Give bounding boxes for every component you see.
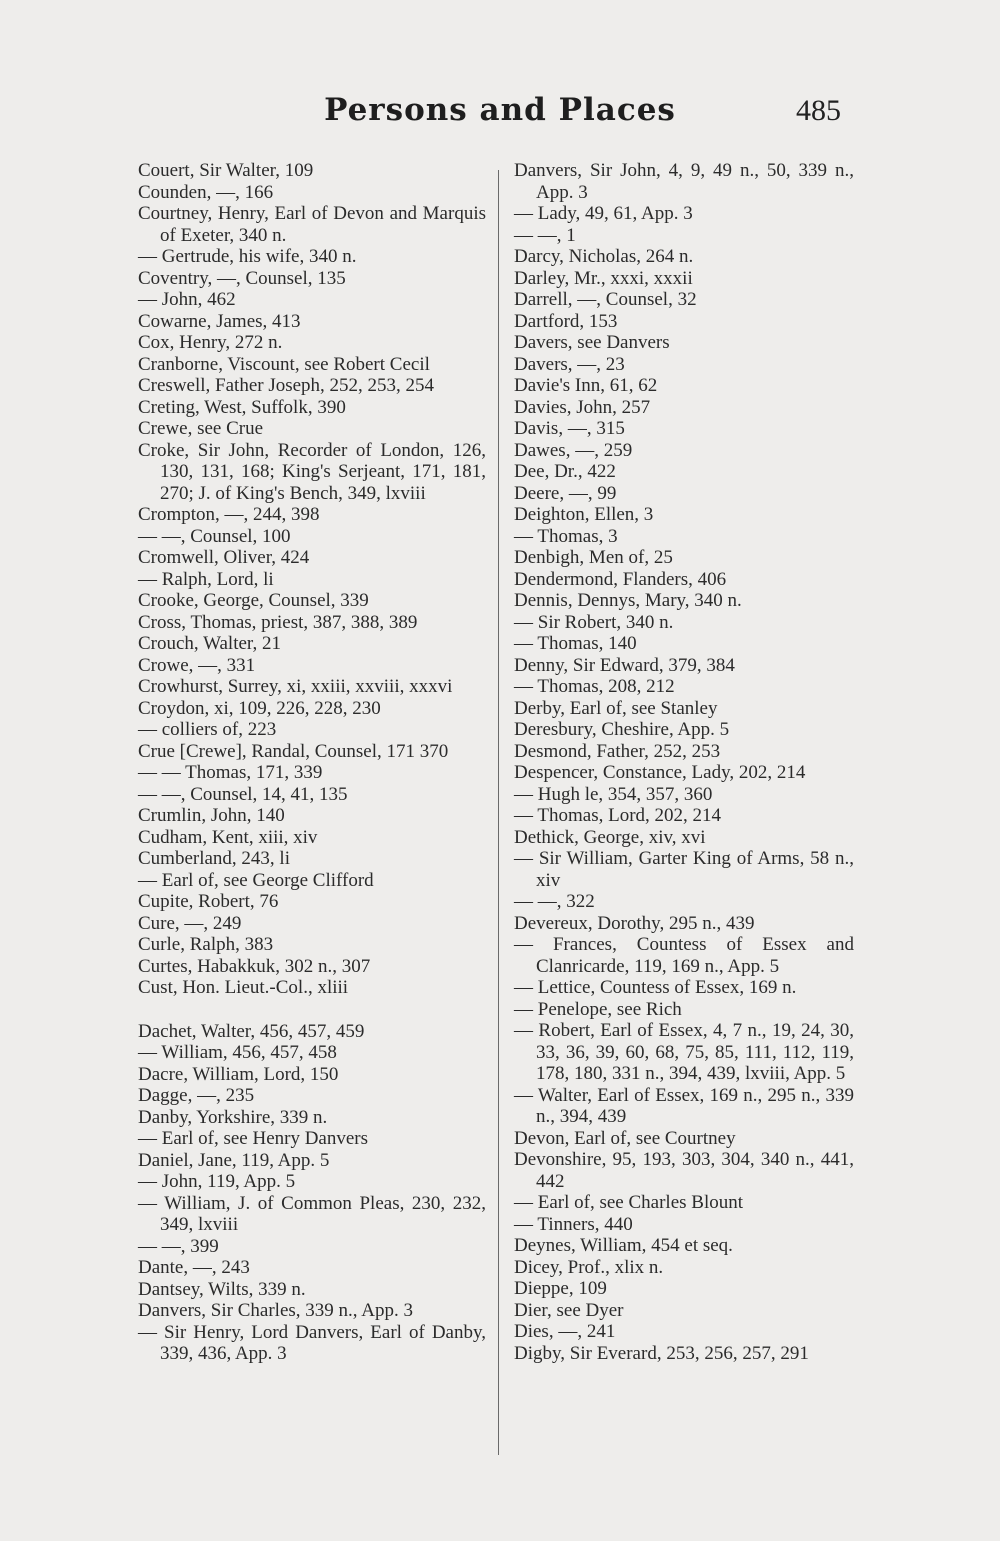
index-entry: Croydon, xi, 109, 226, 228, 230 [138, 697, 381, 719]
column-divider [498, 170, 499, 1455]
index-entry: Danby, Yorkshire, 339 n. [138, 1106, 328, 1128]
index-entry: — Ralph, Lord, li [138, 568, 274, 590]
index-entry: Dacre, William, Lord, 150 [138, 1063, 339, 1085]
index-entry: Darley, Mr., xxxi, xxxii [514, 267, 693, 289]
index-entry: — Thomas, Lord, 202, 214 [514, 805, 722, 826]
index-entry: Creting, West, Suffolk, 390 [138, 396, 346, 418]
index-entry: Dicey, Prof., xlix n. [514, 1256, 664, 1278]
index-entry: Davis, —, 315 [514, 418, 625, 439]
index-entry: Courtney, Henry, Earl of Devon and Marquis of Exeter, 340 n. [138, 203, 491, 246]
index-entry: Despencer, Constance, Lady, 202, 214 [514, 762, 806, 783]
index-entry: Crue [Crewe], Randal, Counsel, 171 370 [138, 740, 449, 762]
index-entry: Daniel, Jane, 119, App. 5 [138, 1149, 330, 1171]
index-entry: Cowarne, James, 413 [138, 310, 301, 332]
index-entry: Counden, —, 166 [138, 181, 274, 203]
index-entry: Croke, Sir John, Recorder of London, 126, 130, 131, 168; King's Serjeant, 171, 181, 270; J. of King's Bench, 349, lxviii [138, 439, 491, 504]
index-entry: Dartford, 153 [514, 310, 618, 332]
index-entry: Crooke, George, Counsel, 339 [138, 590, 369, 611]
index-entry: Devereux, Dorothy, 295 n., 439 [514, 912, 755, 934]
index-entry: Couert, Sir Walter, 109 [138, 160, 314, 181]
index-entry: Davers, —, 23 [514, 353, 625, 375]
index-entry: — Penelope, see Rich [514, 998, 682, 1020]
index-entry: Cranborne, Viscount, see Robert Cecil [138, 353, 430, 375]
index-entry: — Lady, 49, 61, App. 3 [514, 203, 693, 224]
index-entry: — Gertrude, his wife, 340 n. [138, 246, 357, 267]
index-entry: Creswell, Father Joseph, 252, 253, 254 [138, 375, 435, 396]
index-entry: Dies, —, 241 [514, 1321, 616, 1342]
index-entry: Cromwell, Oliver, 424 [138, 547, 310, 568]
index-entry: Coventry, —, Counsel, 135 [138, 267, 346, 289]
page-number: 485 [796, 94, 841, 127]
index-entry: Crouch, Walter, 21 [138, 633, 281, 654]
index-entry: Dennis, Dennys, Mary, 340 n. [514, 590, 742, 611]
index-entry: Cure, —, 249 [138, 912, 242, 934]
index-entry: Dachet, Walter, 456, 457, 459 [138, 1020, 365, 1042]
index-entry: — —, Counsel, 14, 41, 135 [138, 783, 348, 805]
index-entry: Dawes, —, 259 [514, 439, 633, 461]
index-column-right [514, 160, 859, 1364]
index-entry: Crowe, —, 331 [138, 654, 256, 676]
index-entry: — —, 1 [514, 224, 576, 246]
index-entry: Curle, Ralph, 383 [138, 934, 274, 955]
index-entry: Cross, Thomas, priest, 387, 388, 389 [138, 611, 418, 633]
index-entry: Cust, Hon. Lieut.-Col., xliii [138, 977, 349, 998]
index-entry: — Lettice, Countess of Essex, 169 n. [514, 977, 797, 998]
index-entry: — Frances, Countess of Essex and Clanricarde, 119, 169 n., App. 5 [514, 934, 859, 977]
index-entry: Crumlin, John, 140 [138, 805, 285, 826]
index-entry: — — Thomas, 171, 339 [138, 762, 323, 783]
index-entry: Cox, Henry, 272 n. [138, 332, 283, 353]
index-entry: — —, Counsel, 100 [138, 525, 291, 547]
index-entry: — John, 119, App. 5 [138, 1171, 296, 1192]
index-entry: — Thomas, 3 [514, 525, 618, 547]
index-entry: — Sir William, Garter King of Arms, 58 n., xiv [514, 848, 859, 891]
index-entry: Desmond, Father, 252, 253 [514, 740, 721, 762]
index-entry: Crowhurst, Surrey, xi, xxiii, xxviii, xxxvi [138, 676, 453, 697]
index-entry: Dee, Dr., 422 [514, 461, 616, 482]
index-entry: Davies, John, 257 [514, 396, 651, 418]
index-entry: — —, 399 [138, 1235, 219, 1257]
index-entry: Deighton, Ellen, 3 [514, 504, 654, 525]
index-entry: Cumberland, 243, li [138, 848, 290, 869]
index-entry: — John, 462 [138, 289, 236, 310]
index-entry: Deresbury, Cheshire, App. 5 [514, 719, 730, 740]
index-entry: Dante, —, 243 [138, 1257, 250, 1278]
index-entry: — —, 322 [514, 891, 595, 912]
index-entry: Dantsey, Wilts, 339 n. [138, 1278, 306, 1300]
index-entry: Darcy, Nicholas, 264 n. [514, 246, 694, 267]
index-entry: — Earl of, see Charles Blount [514, 1192, 744, 1213]
index-entry: Curtes, Habakkuk, 302 n., 307 [138, 955, 371, 977]
index-entry: Dier, see Dyer [514, 1299, 624, 1321]
index-entry: Danvers, Sir John, 4, 9, 49 n., 50, 339 n., App. 3 [514, 160, 858, 203]
index-entry: Cupite, Robert, 76 [138, 891, 279, 912]
index-entry: Devonshire, 95, 193, 303, 304, 340 n., 441, 442 [514, 1149, 859, 1192]
section-gap [138, 999, 486, 1021]
index-entry: — colliers of, 223 [138, 719, 277, 740]
index-entry: Davers, see Danvers [514, 332, 670, 353]
index-entry: Devon, Earl of, see Courtney [514, 1127, 736, 1149]
index-entry: Derby, Earl of, see Stanley [514, 697, 718, 719]
page-header-title: Persons and Places [324, 92, 676, 128]
index-entry: — Tinners, 440 [514, 1213, 633, 1235]
index-entry: — William, J. of Common Pleas, 230, 232, 349, lxviii [138, 1192, 491, 1235]
index-entry: Darrell, —, Counsel, 32 [514, 289, 697, 310]
index-entry: Denny, Sir Edward, 379, 384 [514, 654, 735, 676]
index-entry: Crompton, —, 244, 398 [138, 504, 320, 525]
index-entry: Deynes, William, 454 et seq. [514, 1235, 733, 1256]
index-entry: Deere, —, 99 [514, 482, 617, 504]
index-entry: — Hugh le, 354, 357, 360 [514, 783, 713, 805]
index-entry: — Sir Robert, 340 n. [514, 611, 674, 633]
index-entry: Danvers, Sir Charles, 339 n., App. 3 [138, 1300, 413, 1321]
index-entry: Dieppe, 109 [514, 1278, 607, 1299]
index-entry: — Thomas, 140 [514, 633, 637, 654]
index-entry: Digby, Sir Everard, 253, 256, 257, 291 [514, 1342, 809, 1364]
index-entry: — Sir Henry, Lord Danvers, Earl of Danby, 339, 436, App. 3 [138, 1321, 491, 1364]
index-entry: Dagge, —, 235 [138, 1085, 255, 1106]
index-entry: Crewe, see Crue [138, 418, 264, 439]
index-entry: — Robert, Earl of Essex, 4, 7 n., 19, 24, 30, 33, 36, 39, 60, 68, 75, 85, 111, 112, 119, 178, 180, 331 n., 394, 439, lxviii, App. 5 [514, 1020, 859, 1084]
index-entry: Davie's Inn, 61, 62 [514, 375, 658, 396]
index-entry: Dethick, George, xiv, xvi [514, 826, 706, 848]
index-entry: Dendermond, Flanders, 406 [514, 568, 727, 590]
index-column-left [138, 160, 491, 1365]
index-entry: — Thomas, 208, 212 [514, 676, 675, 697]
index-entry: — Walter, Earl of Essex, 169 n., 295 n., 339 n., 394, 439 [514, 1084, 859, 1127]
index-entry: Denbigh, Men of, 25 [514, 547, 673, 568]
index-entry: — William, 456, 457, 458 [138, 1042, 337, 1063]
index-entry: Cudham, Kent, xiii, xiv [138, 826, 318, 848]
index-entry: — Earl of, see Henry Danvers [138, 1128, 369, 1149]
index-entry: — Earl of, see George Clifford [138, 869, 374, 891]
